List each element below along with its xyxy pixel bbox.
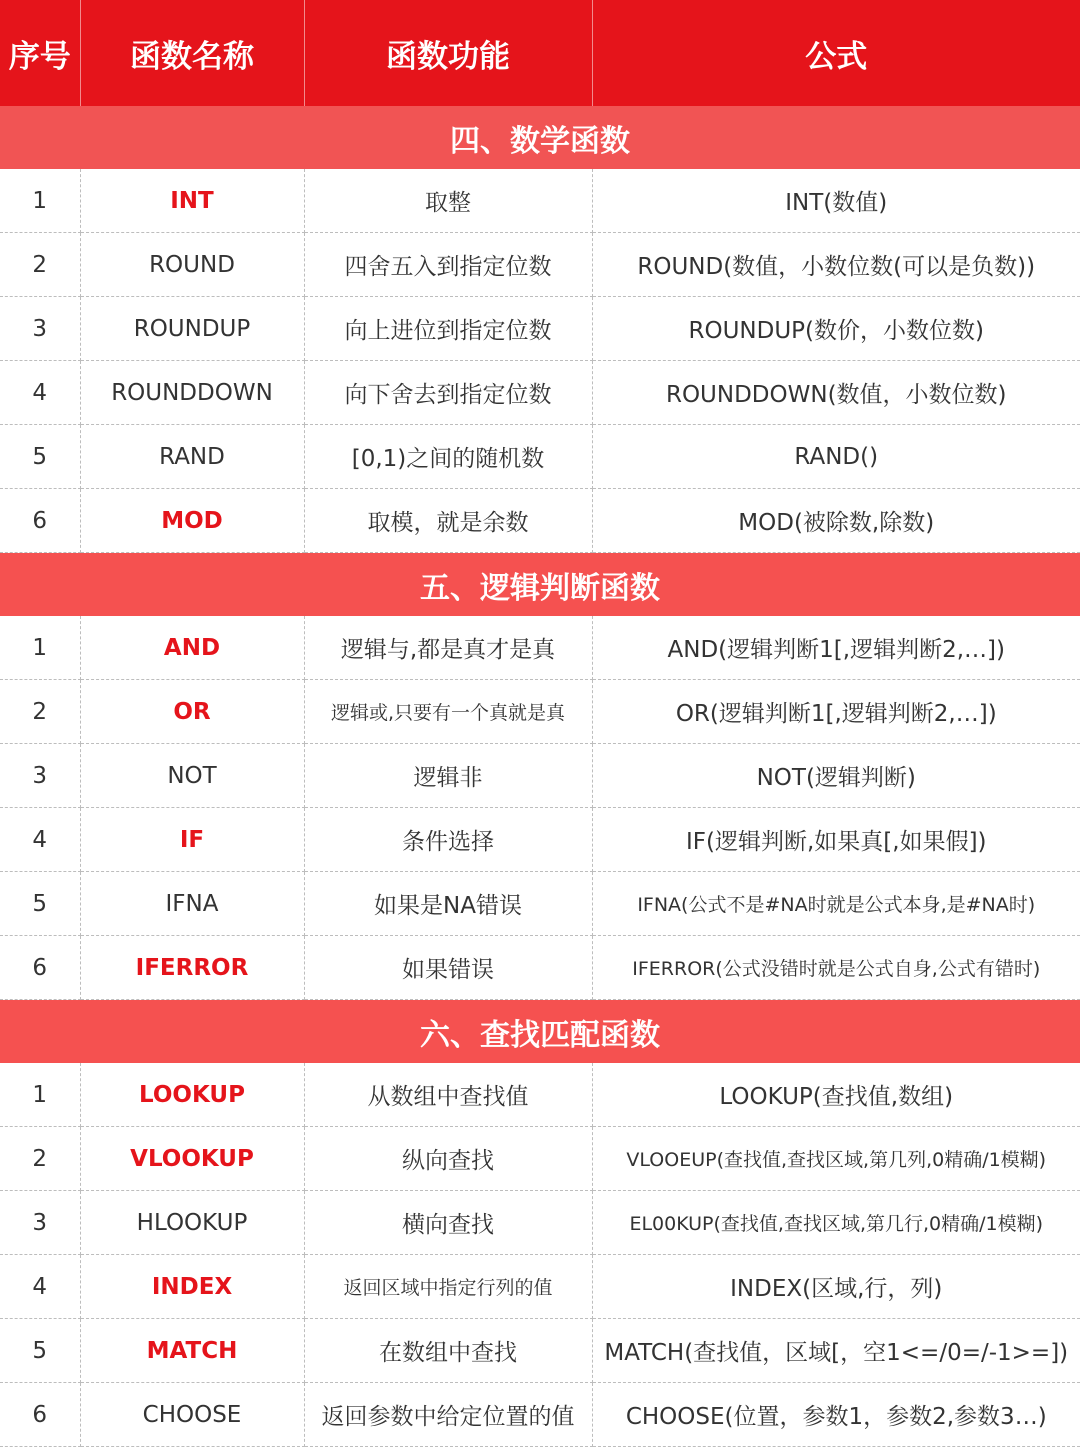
function-name: NOT <box>80 744 304 808</box>
function-formula: OR(逻辑判断1[,逻辑判断2,…]) <box>592 680 1080 744</box>
header-desc: 函数功能 <box>304 0 592 106</box>
function-name: OR <box>80 680 304 744</box>
function-name: ROUND <box>80 233 304 297</box>
function-description: 向下舍去到指定位数 <box>304 361 592 425</box>
function-formula: RAND() <box>592 425 1080 489</box>
row-number: 5 <box>0 872 80 936</box>
row-number: 1 <box>0 616 80 680</box>
function-name: MATCH <box>80 1319 304 1383</box>
row-number: 2 <box>0 680 80 744</box>
function-name: MOD <box>80 489 304 553</box>
function-formula: NOT(逻辑判断) <box>592 744 1080 808</box>
row-number: 6 <box>0 489 80 553</box>
row-number: 2 <box>0 233 80 297</box>
table-row <box>0 872 1080 936</box>
row-number: 1 <box>0 169 80 233</box>
function-formula: EL00KUP(查找值,查找区域,第几行,0精确/1模糊) <box>592 1191 1080 1255</box>
function-name: AND <box>80 616 304 680</box>
table-row <box>0 233 1080 297</box>
table-row <box>0 425 1080 489</box>
function-name: IF <box>80 808 304 872</box>
function-name: HLOOKUP <box>80 1191 304 1255</box>
function-description: 逻辑非 <box>304 744 592 808</box>
function-name: ROUNDUP <box>80 297 304 361</box>
function-formula: IFNA(公式不是#NA时就是公式本身,是#NA时) <box>592 872 1080 936</box>
function-formula: IFERROR(公式没错时就是公式自身,公式有错时) <box>592 936 1080 1000</box>
table-row <box>0 1319 1080 1383</box>
table-row <box>0 1127 1080 1191</box>
function-formula: INT(数值) <box>592 169 1080 233</box>
section-header-row <box>0 1000 1080 1064</box>
function-description: [0,1)之间的随机数 <box>304 425 592 489</box>
function-formula: VLOOEUP(查找值,查找区域,第几列,0精确/1模糊) <box>592 1127 1080 1191</box>
function-name: RAND <box>80 425 304 489</box>
table-row <box>0 489 1080 553</box>
function-name: VLOOKUP <box>80 1127 304 1191</box>
table-row <box>0 808 1080 872</box>
function-description: 如果错误 <box>304 936 592 1000</box>
function-description: 取整 <box>304 169 592 233</box>
row-number: 4 <box>0 361 80 425</box>
section-header-row <box>0 106 1080 169</box>
section-title: 五、逻辑判断函数 <box>0 553 1080 617</box>
function-formula: IF(逻辑判断,如果真[,如果假]) <box>592 808 1080 872</box>
function-formula: ROUND(数值，小数位数(可以是负数)) <box>592 233 1080 297</box>
function-description: 逻辑或,只要有一个真就是真 <box>304 680 592 744</box>
header-num: 序号 <box>0 0 80 106</box>
function-description: 返回区域中指定行列的值 <box>304 1255 592 1319</box>
function-description: 从数组中查找值 <box>304 1063 592 1127</box>
function-name: IFNA <box>80 872 304 936</box>
header-formula: 公式 <box>592 0 1080 106</box>
table-row <box>0 936 1080 1000</box>
function-description: 逻辑与,都是真才是真 <box>304 616 592 680</box>
function-description: 横向查找 <box>304 1191 592 1255</box>
table-row <box>0 297 1080 361</box>
function-name: LOOKUP <box>80 1063 304 1127</box>
function-name: INDEX <box>80 1255 304 1319</box>
function-formula: ROUNDDOWN(数值，小数位数) <box>592 361 1080 425</box>
function-formula: MOD(被除数,除数) <box>592 489 1080 553</box>
function-formula: AND(逻辑判断1[,逻辑判断2,…]) <box>592 616 1080 680</box>
row-number: 5 <box>0 425 80 489</box>
section-title: 四、数学函数 <box>0 106 1080 169</box>
function-name: INT <box>80 169 304 233</box>
function-description: 条件选择 <box>304 808 592 872</box>
section-title: 六、查找匹配函数 <box>0 1000 1080 1064</box>
table-row <box>0 169 1080 233</box>
row-number: 2 <box>0 1127 80 1191</box>
function-formula: MATCH(查找值，区域[，空1<=/0=/-1>=]) <box>592 1319 1080 1383</box>
function-description: 返回参数中给定位置的值 <box>304 1383 592 1447</box>
row-number: 6 <box>0 1383 80 1447</box>
row-number: 1 <box>0 1063 80 1127</box>
row-number: 6 <box>0 936 80 1000</box>
function-description: 四舍五入到指定位数 <box>304 233 592 297</box>
row-number: 3 <box>0 744 80 808</box>
section-header-row <box>0 553 1080 617</box>
table-row <box>0 1383 1080 1447</box>
function-description: 如果是NA错误 <box>304 872 592 936</box>
function-description: 取模，就是余数 <box>304 489 592 553</box>
table-row <box>0 616 1080 680</box>
function-formula: ROUNDUP(数价，小数位数) <box>592 297 1080 361</box>
table-row <box>0 1255 1080 1319</box>
function-description: 纵向查找 <box>304 1127 592 1191</box>
table-row <box>0 744 1080 808</box>
function-name: ROUNDDOWN <box>80 361 304 425</box>
table-row <box>0 1191 1080 1255</box>
table-row <box>0 361 1080 425</box>
table-row <box>0 1063 1080 1127</box>
table-body <box>0 106 1080 1447</box>
function-description: 向上进位到指定位数 <box>304 297 592 361</box>
function-formula: CHOOSE(位置，参数1，参数2,参数3…) <box>592 1383 1080 1447</box>
row-number: 3 <box>0 297 80 361</box>
function-formula: LOOKUP(查找值,数组) <box>592 1063 1080 1127</box>
table-header-row <box>0 0 1080 106</box>
row-number: 5 <box>0 1319 80 1383</box>
header-name: 函数名称 <box>80 0 304 106</box>
function-name: CHOOSE <box>80 1383 304 1447</box>
function-formula: INDEX(区域,行，列) <box>592 1255 1080 1319</box>
function-description: 在数组中查找 <box>304 1319 592 1383</box>
row-number: 3 <box>0 1191 80 1255</box>
row-number: 4 <box>0 808 80 872</box>
function-name: IFERROR <box>80 936 304 1000</box>
row-number: 4 <box>0 1255 80 1319</box>
table-row <box>0 680 1080 744</box>
